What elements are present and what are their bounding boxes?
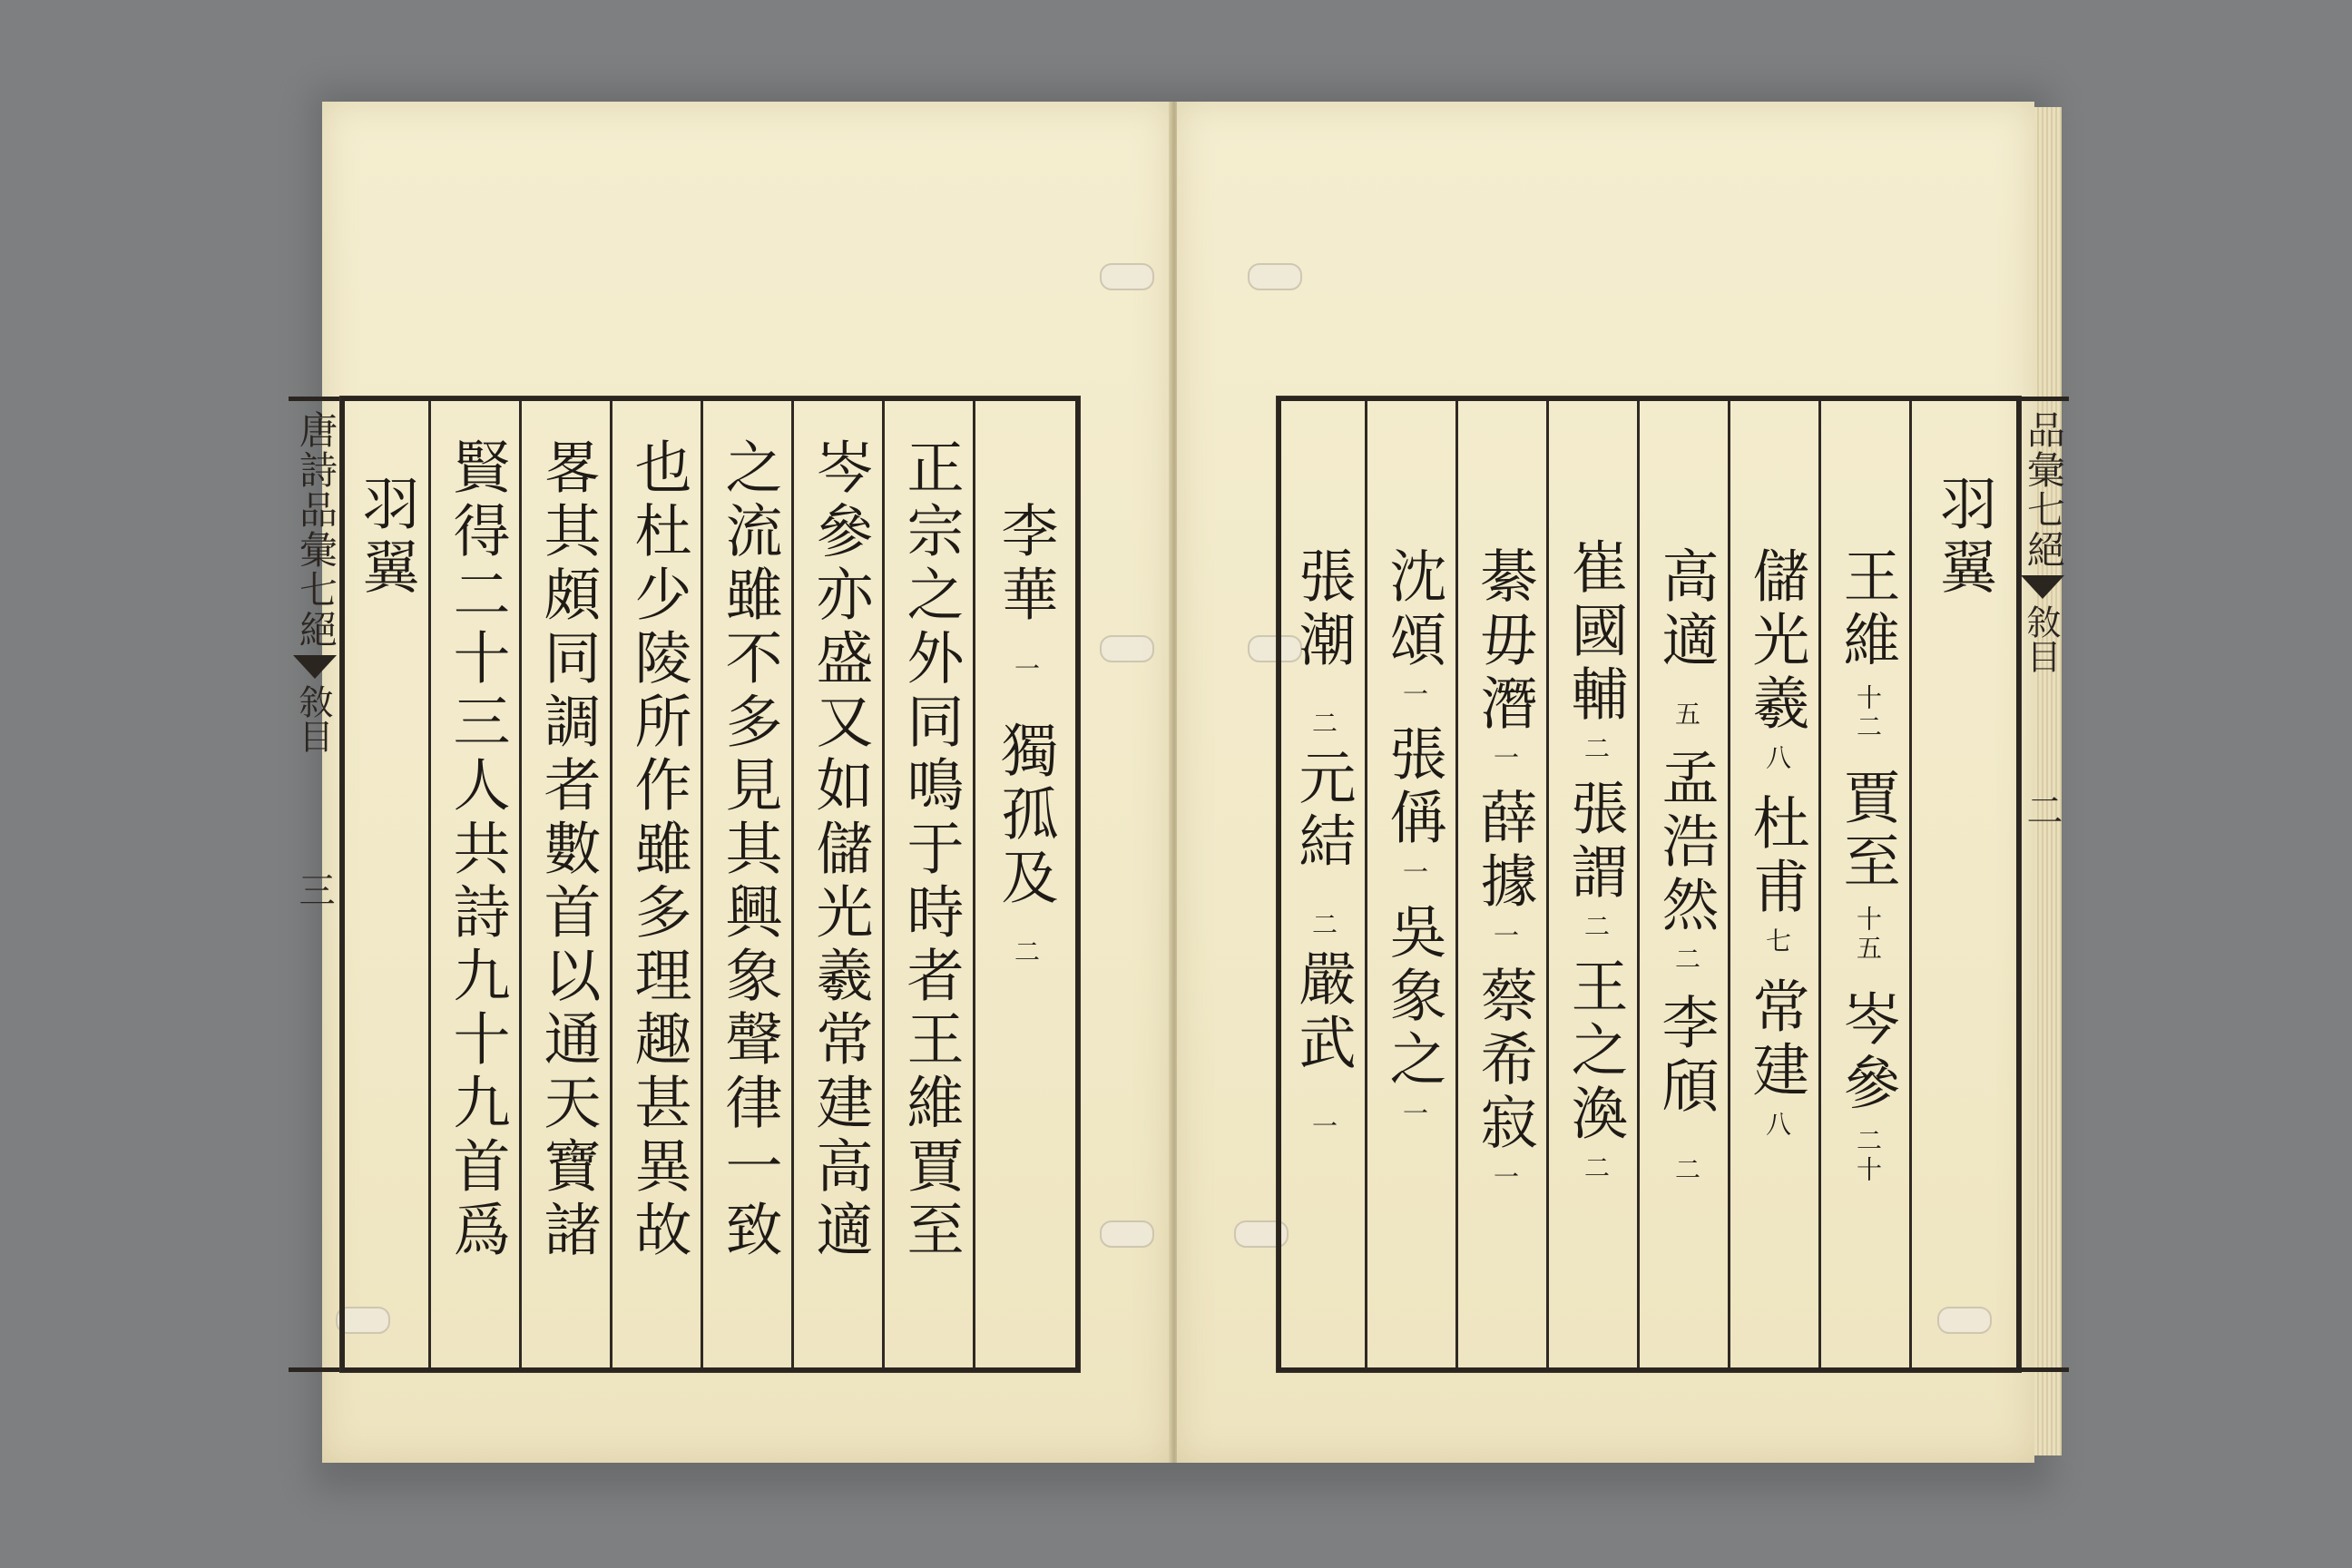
author-name: 元結 (1289, 748, 1357, 875)
column-rule (610, 401, 612, 1367)
author-entry (1743, 793, 1810, 956)
text-column (1372, 401, 1455, 1367)
author-name: 杜甫 (1743, 793, 1810, 920)
poem-count: 一 (1308, 1112, 1338, 1142)
author-name: 李華 (992, 501, 1059, 628)
text-column (345, 401, 428, 1367)
author-name: 張潮 (1289, 546, 1357, 673)
poem-count: 二 (1581, 913, 1611, 942)
body-text: 之流雖不多見其興象聲律一致 (716, 437, 783, 1263)
binding-thread-mark (1100, 263, 1154, 290)
poem-count: 一 (1011, 655, 1041, 684)
author-entry (1743, 976, 1810, 1140)
fish-tail-mark-icon (293, 655, 337, 679)
binding-thread-mark (1248, 263, 1302, 290)
author-entry (1652, 993, 1720, 1185)
author-entry (1562, 779, 1629, 942)
author-entry (1834, 768, 1901, 964)
column-rule (1909, 401, 1912, 1367)
text-column (889, 401, 973, 1367)
binding-thread-mark (1100, 1220, 1154, 1248)
author-entry (1834, 546, 1901, 742)
author-name: 張謂 (1562, 779, 1629, 906)
left-text-block (340, 397, 1080, 1372)
banxin-title: 品彙七絕 (2022, 410, 2066, 570)
poem-count: 二 (1671, 1156, 1701, 1185)
author-name: 賈至 (1834, 768, 1901, 895)
poem-count: 一 (1490, 1163, 1520, 1192)
column-rule (973, 401, 975, 1367)
poem-count: 二 (1581, 735, 1611, 764)
text-column (436, 401, 519, 1367)
poem-count: 二 (1011, 938, 1041, 967)
author-name: 王之渙 (1562, 956, 1629, 1147)
binding-thread-mark (1100, 635, 1154, 662)
body-text: 畧其頗同調者數首以通天寶諸 (534, 437, 602, 1263)
text-column (1735, 401, 1818, 1367)
author-name: 吳象之 (1380, 902, 1447, 1093)
body-text: 羽翼 (353, 474, 420, 601)
author-entry (1471, 546, 1538, 773)
poem-count: 一 (1399, 681, 1429, 710)
text-column (1463, 401, 1546, 1367)
text-column (1553, 401, 1637, 1367)
banxin-page-number: 二 (2021, 791, 2063, 828)
author-entry (1652, 748, 1720, 975)
fish-tail-mark-icon (2021, 575, 2064, 599)
author-name: 張偁 (1380, 724, 1447, 851)
column-rule (1455, 401, 1458, 1367)
author-entry (1289, 949, 1357, 1142)
column-rule (1637, 401, 1640, 1367)
author-entry (1471, 965, 1538, 1192)
author-entry (1289, 546, 1357, 739)
text-column (708, 401, 791, 1367)
right-text-block (1277, 397, 2021, 1372)
author-entry (1289, 748, 1357, 940)
poem-count: 一 (1399, 1100, 1429, 1129)
left-banxin (289, 397, 341, 1372)
body-text: 也杜少陵所作雖多理趣甚異故 (625, 437, 692, 1263)
poem-count: 二 (1308, 710, 1338, 739)
author-entry (1743, 546, 1810, 773)
author-entry (1562, 956, 1629, 1183)
author-name: 李頎 (1652, 993, 1720, 1120)
poem-count: 二 (1308, 911, 1338, 940)
poem-count: 一 (1399, 858, 1429, 887)
text-column (1826, 401, 1909, 1367)
text-column (1916, 401, 2012, 1367)
right-banxin (2016, 397, 2069, 1372)
author-name: 儲光羲 (1743, 546, 1810, 737)
poem-count: 二 (1581, 1154, 1611, 1183)
column-rule (701, 401, 703, 1367)
author-name: 嚴武 (1289, 949, 1357, 1076)
text-column (799, 401, 882, 1367)
banxin-section: 敘目 (2021, 604, 2061, 673)
author-entry (1562, 537, 1629, 764)
author-name: 薛據 (1471, 788, 1538, 915)
section-heading: 羽翼 (1931, 474, 1997, 601)
author-name: 岑參 (1834, 989, 1901, 1116)
author-entry (992, 720, 1059, 967)
poem-count: 五 (1671, 701, 1701, 730)
author-name: 沈頌 (1380, 546, 1447, 673)
poem-count: 二 (1671, 946, 1701, 975)
column-rule (1546, 401, 1549, 1367)
poem-count: 二十 (1853, 1127, 1883, 1185)
poem-count: 一 (1490, 744, 1520, 773)
body-text: 岑參亦盛又如儲光羲常建高適 (807, 437, 874, 1263)
text-column (1644, 401, 1728, 1367)
author-entry (1652, 546, 1720, 730)
column-rule (1728, 401, 1730, 1367)
text-column (617, 401, 701, 1367)
author-name: 崔國輔 (1562, 537, 1629, 728)
author-entry (1834, 989, 1901, 1185)
column-rule (519, 401, 522, 1367)
poem-count: 十五 (1853, 906, 1883, 964)
column-rule (882, 401, 885, 1367)
poem-count: 一 (1490, 922, 1520, 951)
author-entry (992, 501, 1059, 684)
column-rule (1818, 401, 1821, 1367)
body-text: 正宗之外同鳴于時者王維賈至 (897, 437, 965, 1263)
author-name: 蔡希寂 (1471, 965, 1538, 1156)
column-rule (791, 401, 794, 1367)
text-column (526, 401, 610, 1367)
body-text: 賢得二十三人共詩九十九首爲 (444, 437, 511, 1263)
column-rule (1365, 401, 1367, 1367)
author-entry (1380, 902, 1447, 1129)
author-name: 高適 (1652, 546, 1720, 673)
author-entry (1471, 788, 1538, 951)
poem-count: 十二 (1853, 684, 1883, 742)
author-entry (1380, 724, 1447, 887)
banxin-section: 敘目 (293, 684, 333, 753)
author-name: 孟浩然 (1652, 748, 1720, 938)
poem-count: 八 (1762, 1111, 1792, 1140)
author-name: 王維 (1834, 546, 1901, 673)
author-name: 常建 (1743, 976, 1810, 1103)
author-entry (1380, 546, 1447, 710)
author-name: 獨孤及 (992, 720, 1059, 911)
banxin-title: 唐詩品彙七絕 (294, 410, 338, 650)
poem-count: 七 (1762, 927, 1792, 956)
banxin-page-number: 三 (293, 871, 335, 907)
column-rule (428, 401, 431, 1367)
text-column (980, 401, 1071, 1367)
text-column (1281, 401, 1365, 1367)
poem-count: 八 (1762, 744, 1792, 773)
author-name: 綦毋潛 (1471, 546, 1538, 737)
